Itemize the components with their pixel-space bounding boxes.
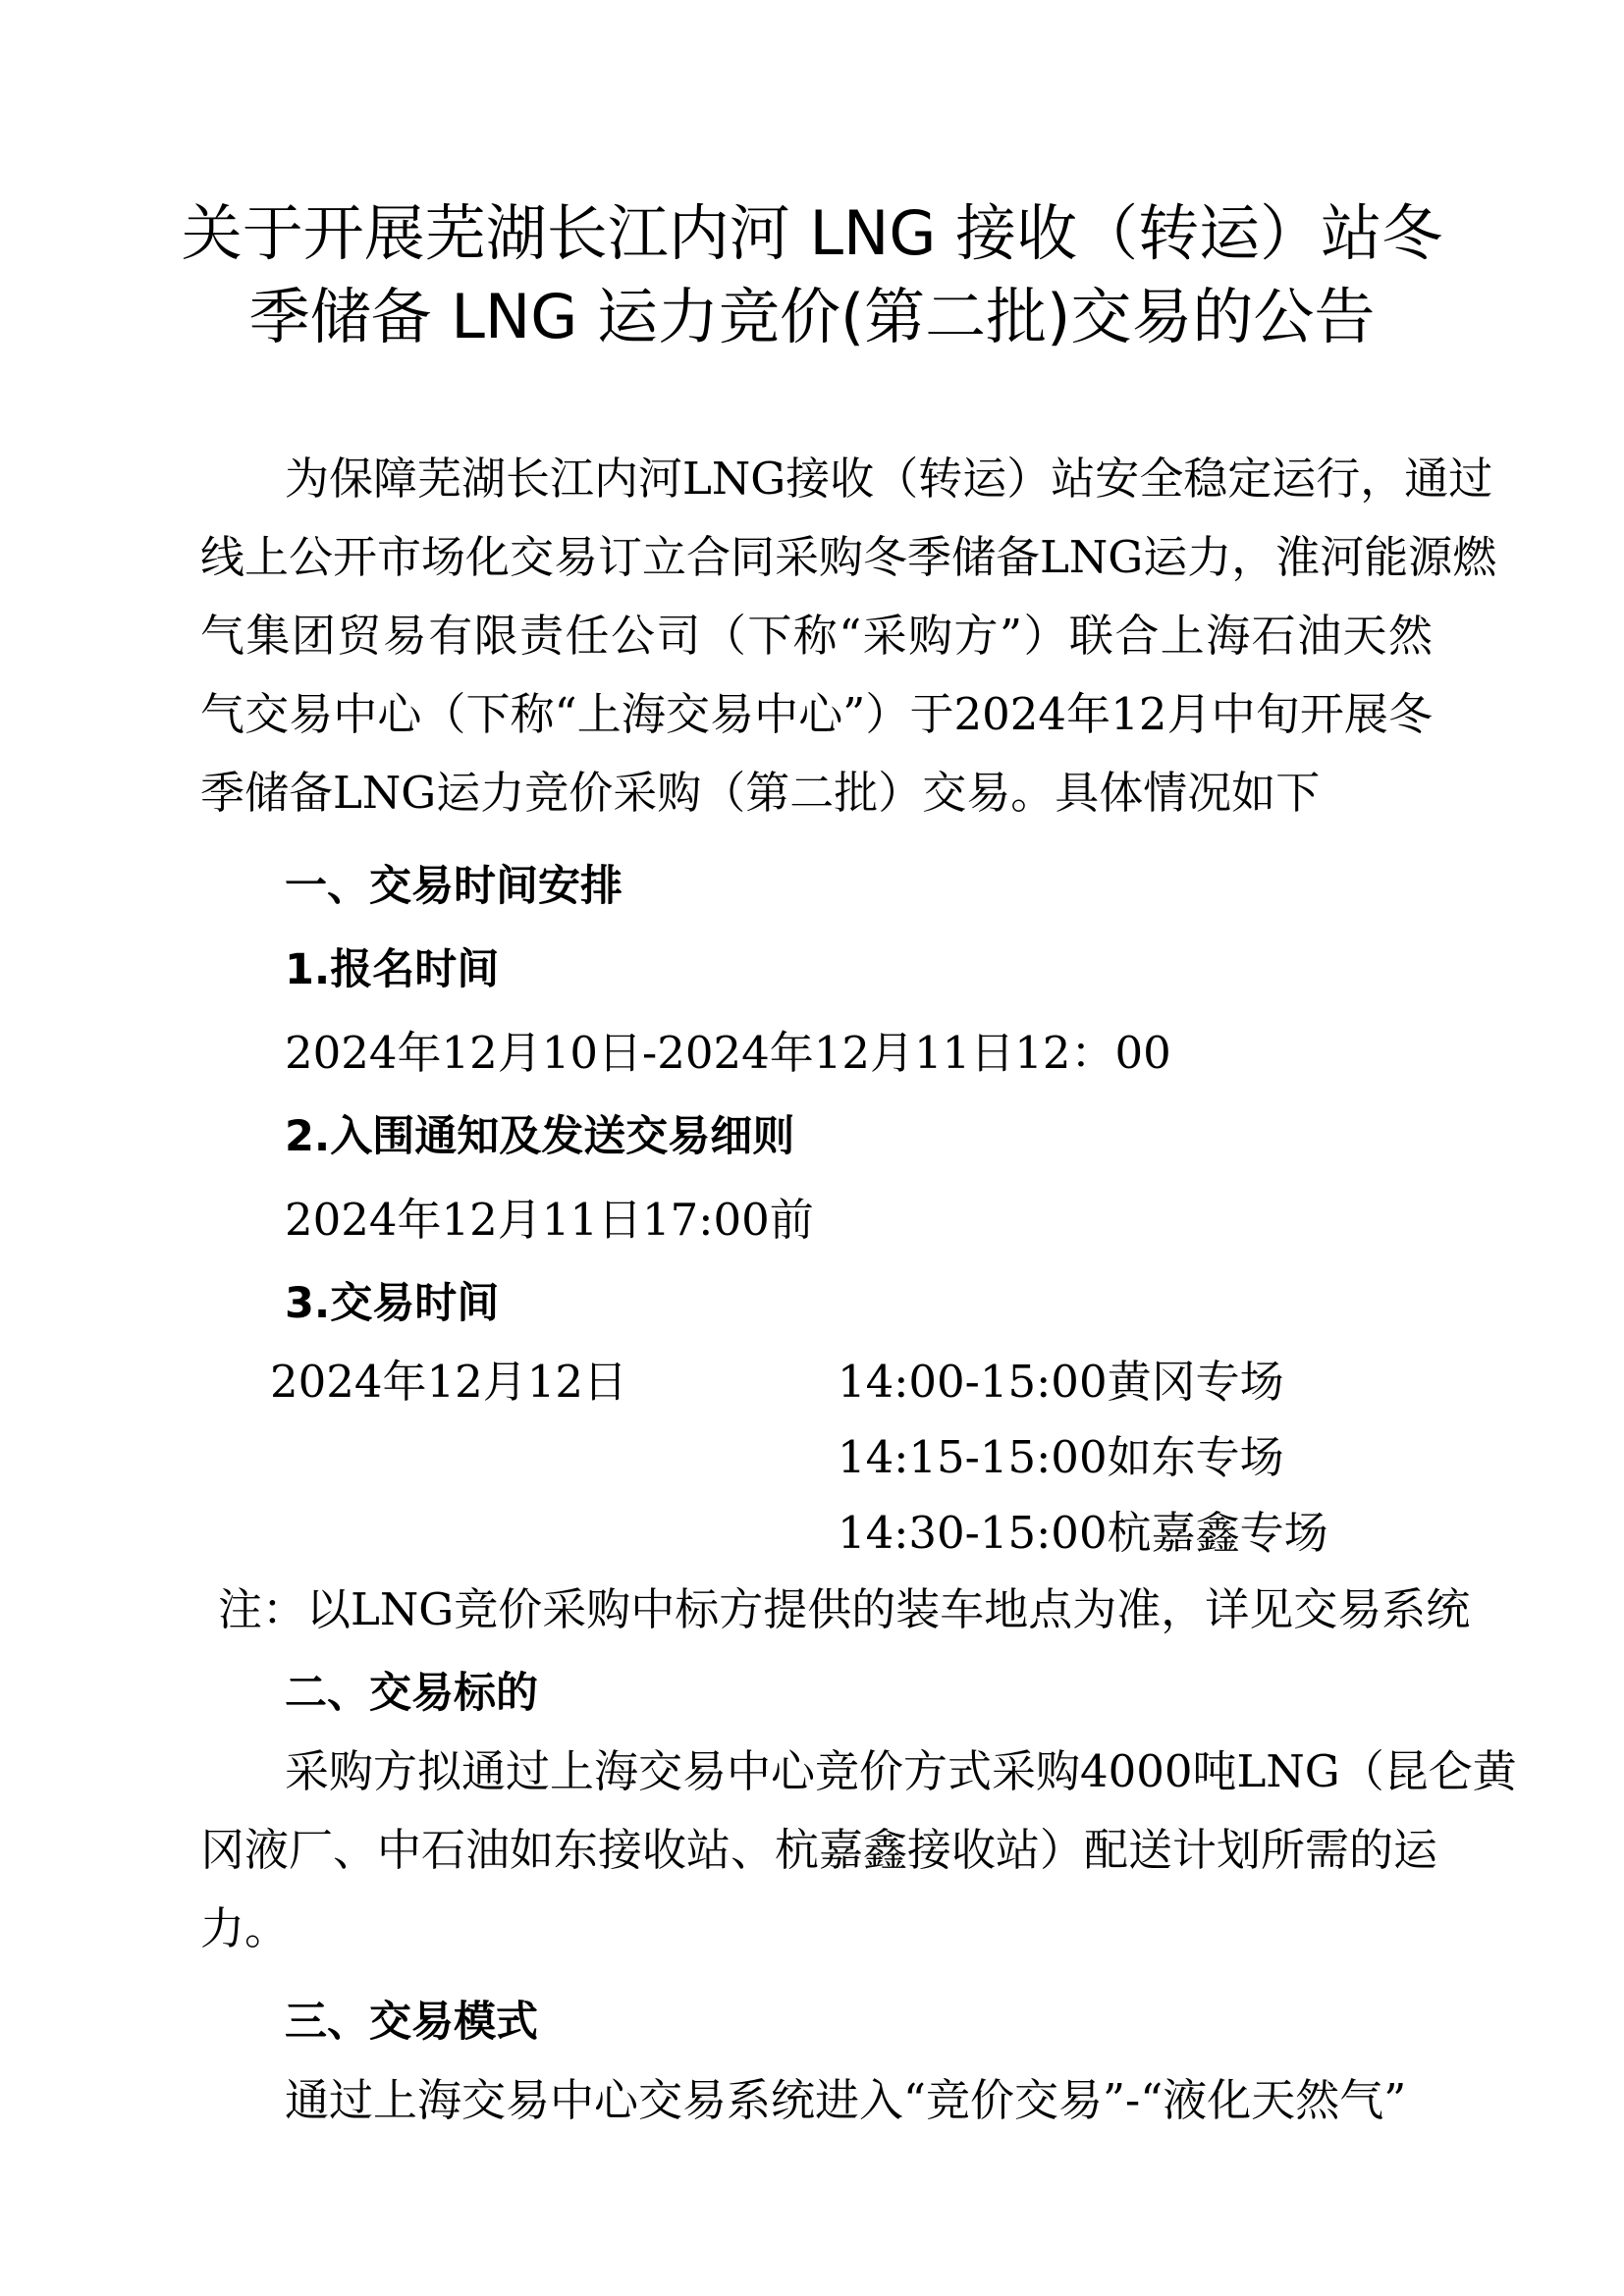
section-2-line-3: 力。 (200, 1902, 290, 1954)
shortlist-notice-title: 2.入围通知及发送交易细则 (285, 1112, 795, 1161)
section-1-heading: 一、交易时间安排 (285, 862, 623, 911)
section-3-heading: 三、交易模式 (285, 1998, 538, 2047)
section-2-heading: 二、交易标的 (285, 1669, 538, 1718)
intro-paragraph-line-5: 季储备LNG运力竞价采购（第二批）交易。具体情况如下 (200, 767, 1321, 819)
session-hangjiaxin: 14:30-15:00杭嘉鑫专场 (838, 1507, 1328, 1559)
shortlist-notice-value: 2024年12月11日17:00前 (285, 1194, 814, 1246)
session-huanggang: 14:00-15:00黄冈专场 (838, 1356, 1284, 1408)
section-3-line-1: 通过上海交易中心交易系统进入“竞价交易”-“液化天然气” (285, 2074, 1407, 2126)
section-2-line-1: 采购方拟通过上海交易中心竞价方式采购4000吨LNG（昆仑黄 (285, 1745, 1517, 1797)
intro-paragraph-line-1: 为保障芜湖长江内河LNG接收（转运）站安全稳定运行，通过 (285, 453, 1493, 505)
session-rudong: 14:15-15:00如东专场 (838, 1431, 1284, 1483)
intro-paragraph-line-3: 气集团贸易有限责任公司（下称“采购方”）联合上海石油天然 (200, 610, 1433, 662)
trading-date: 2024年12月12日 (270, 1356, 628, 1408)
registration-time-value: 2024年12月10日-2024年12月11日12：00 (285, 1027, 1171, 1079)
intro-paragraph-line-2: 线上公开市场化交易订立合同采购冬季储备LNG运力，淮河能源燃 (200, 531, 1497, 583)
intro-paragraph-line-4: 气交易中心（下称“上海交易中心”）于2024年12月中旬开展冬 (200, 688, 1433, 740)
registration-time-title: 1.报名时间 (285, 945, 500, 994)
trading-time-title: 3.交易时间 (285, 1279, 500, 1328)
section-2-line-2: 冈液厂、中石油如东接收站、杭嘉鑫接收站）配送计划所需的运 (200, 1824, 1438, 1876)
trading-note: 注：以LNG竞价采购中标方提供的装车地点为准，详见交易系统 (218, 1583, 1471, 1635)
document-title-line-2: 季储备 LNG 运力竞价(第二批)交易的公告 (248, 281, 1376, 352)
document-title-line-1: 关于开展芜湖长江内河 LNG 接收（转运）站冬 (181, 197, 1443, 269)
